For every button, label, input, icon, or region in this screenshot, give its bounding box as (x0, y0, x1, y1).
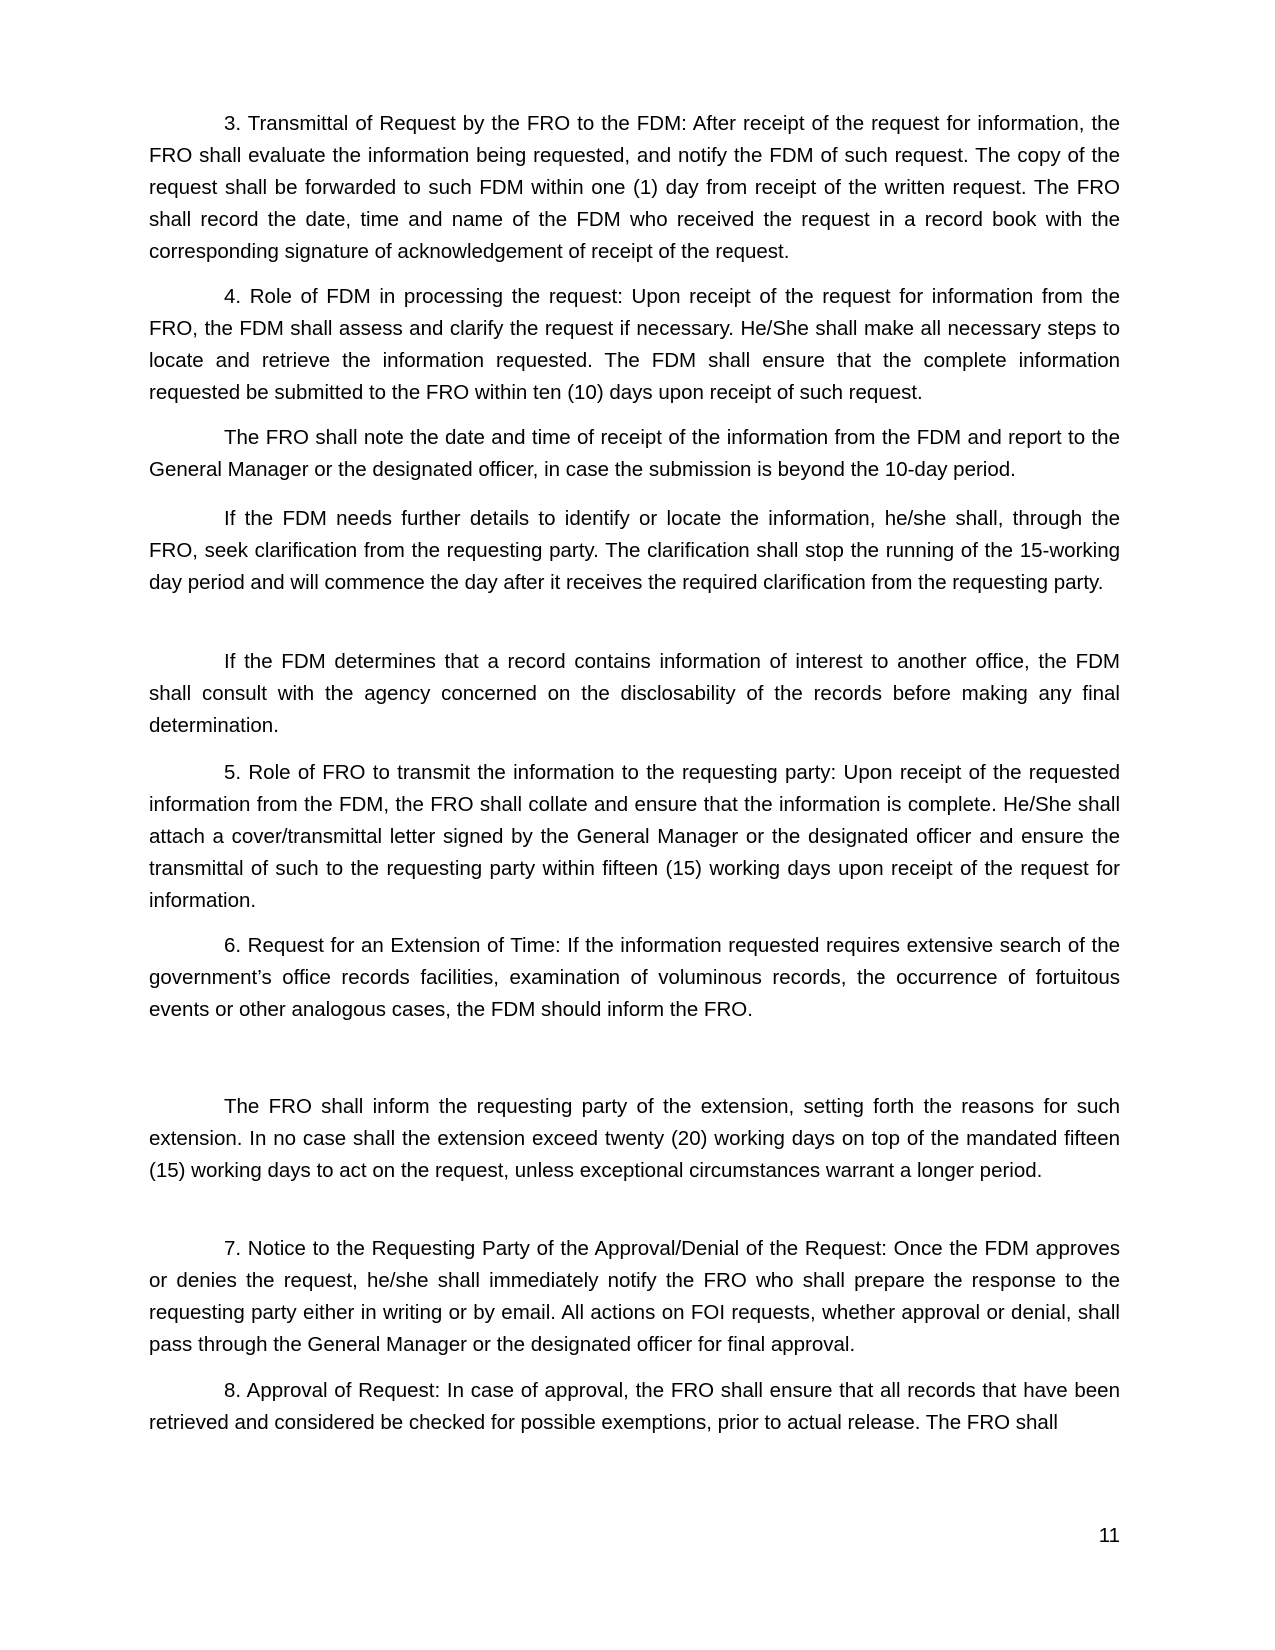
paragraph-role-of-fro-transmit (149, 757, 1120, 917)
paragraph-text: If the FDM determines that a record contains information of interest to another office, the FDM shall consult with the agency concerned on the disclosability of the records before making any final determination. (149, 650, 1120, 737)
paragraph-text: 3. Transmittal of Request by the FRO to the FDM: After receipt of the request for information, the FRO shall evaluate the information being requested, and notify the FDM of such request. The copy of the request shall be forwarded to such FDM within one (1) day from receipt of the written request. The FRO shall record the date, time and name of the FDM who received the request in a record book with the corresponding signature of acknowledgement of receipt of the request. (149, 112, 1120, 263)
paragraph-fdm-consult-agency (149, 646, 1120, 742)
paragraph-text: The FRO shall inform the requesting party of the extension, setting forth the reasons for such extension. In no case shall the extension exceed twenty (20) working days on top of the mandated fifteen (15) working days to act on the request, unless exceptional circumstances warrant a longer period. (149, 1095, 1120, 1182)
paragraph-text: 5. Role of FRO to transmit the information to the requesting party: Upon receipt of the requested information from the FDM, the FRO shall collate and ensure that the information is complete. He/She shall attach a cover/transmittal letter signed by the General Manager or the designated officer and ensure the transmittal of such to the requesting party within fifteen (15) working days upon receipt of the request for information. (149, 761, 1120, 912)
paragraph-text: 4. Role of FDM in processing the request: Upon receipt of the request for information from the FRO, the FDM shall assess and clarify the request if necessary. He/She shall make all necessary steps to locate and retrieve the information requested. The FDM shall ensure that the complete information requested be submitted to the FRO within ten (10) days upon receipt of such request. (149, 285, 1120, 404)
paragraph-transmittal-of-request (149, 108, 1120, 268)
paragraph-role-of-fdm (149, 281, 1120, 409)
paragraph-approval-of-request (149, 1375, 1120, 1439)
paragraph-text: 6. Request for an Extension of Time: If the information requested requires extensive search of the government’s office records facilities, examination of voluminous records, the occurrence of fortuitous events or other analogous cases, the FDM should inform the FRO. (149, 934, 1120, 1021)
paragraph-fro-note-receipt (149, 422, 1120, 486)
paragraph-text: 7. Notice to the Requesting Party of the Approval/Denial of the Request: Once the FDM approves or denies the request, he/she shall immediately notify the FRO who shall prepare the response to the requesting party either in writing or by email. All actions on FOI requests, whether approval or denial, shall pass through the General Manager or the designated officer for final approval. (149, 1237, 1120, 1356)
paragraph-request-extension (149, 930, 1120, 1026)
paragraph-text: 8. Approval of Request: In case of approval, the FRO shall ensure that all records that have been retrieved and considered be checked for possible exemptions, prior to actual release. The FRO shall (149, 1379, 1120, 1434)
paragraph-fdm-clarification (149, 503, 1120, 599)
page-number: 11 (1098, 1524, 1120, 1547)
paragraph-notice-approval-denial (149, 1233, 1120, 1361)
paragraph-fro-inform-extension (149, 1091, 1120, 1187)
paragraph-text: The FRO shall note the date and time of receipt of the information from the FDM and report to the General Manager or the designated officer, in case the submission is beyond the 10-day period. (149, 426, 1120, 481)
paragraph-text: If the FDM needs further details to identify or locate the information, he/she shall, through the FRO, seek clarification from the requesting party. The clarification shall stop the running of the 15-working day period and will commence the day after it receives the required clarification from the requesting party. (149, 507, 1120, 594)
